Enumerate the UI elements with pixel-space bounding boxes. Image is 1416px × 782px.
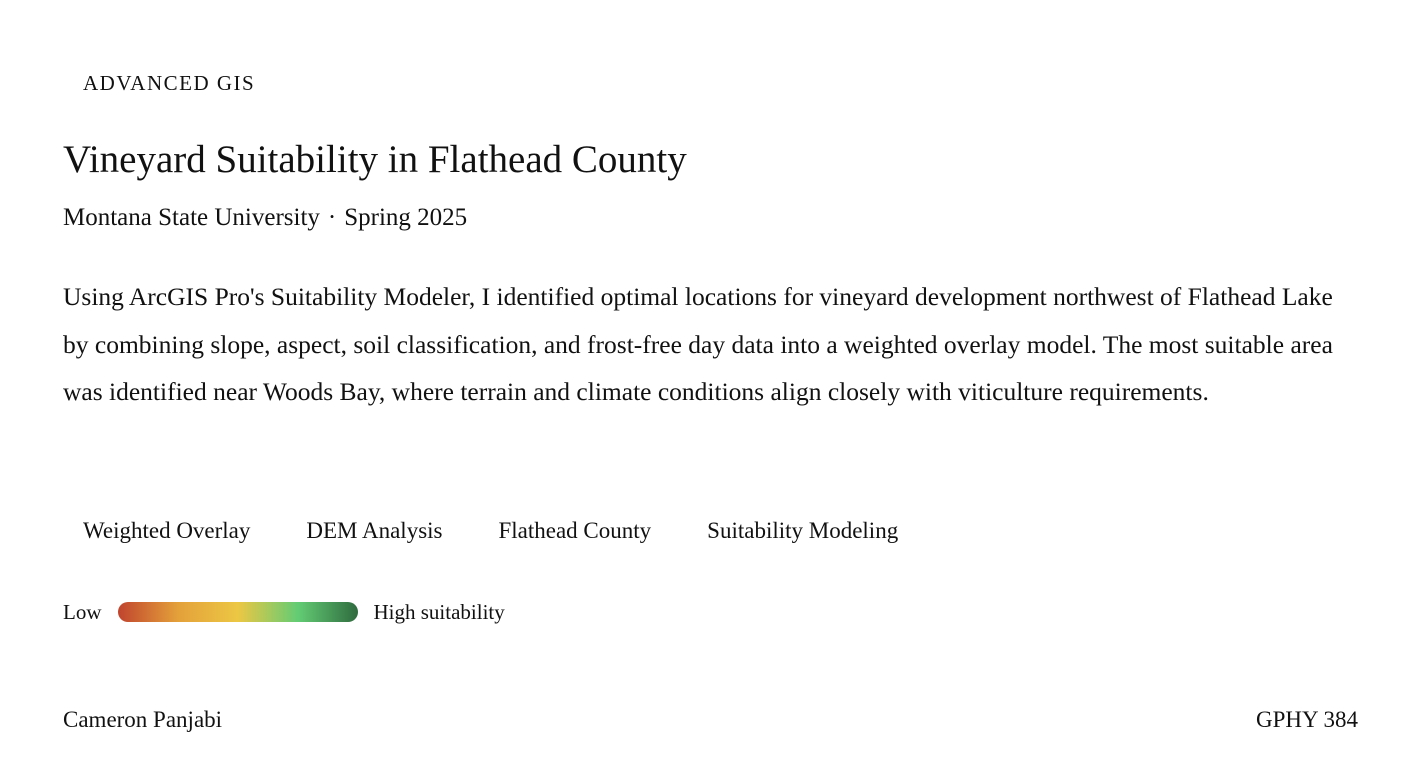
meta-separator: · bbox=[327, 204, 337, 231]
tag-flathead-county[interactable]: Flathead County bbox=[498, 518, 652, 543]
tag-weighted-overlay[interactable]: Weighted Overlay bbox=[83, 518, 251, 543]
institution-text: Montana State University bbox=[63, 204, 320, 231]
page-title: Vineyard Suitability in Flathead County bbox=[63, 138, 687, 181]
tag-dem-analysis[interactable]: DEM Analysis bbox=[306, 518, 443, 543]
course-code: GPHY 384 bbox=[1255, 707, 1358, 732]
eyebrow-label: ADVANCED GIS bbox=[83, 71, 256, 95]
legend-low-label: Low bbox=[63, 600, 102, 624]
term-text: Spring 2025 bbox=[344, 204, 468, 231]
legend-gradient-bar bbox=[118, 602, 358, 622]
tag-suitability-modeling[interactable]: Suitability Modeling bbox=[707, 518, 899, 543]
project-description: Using ArcGIS Pro's Suitability Modeler, I identified optimal locations for vineyard development northwest of Flathead Lake by combining slope, aspect, soil classification, and frost-free day data into a weighted overlay model. The most suitable area was identified near Woods Bay, where terrain and climate conditions align closely with viticulture requirements. bbox=[63, 282, 1333, 406]
tag-list bbox=[63, 515, 934, 547]
project-meta bbox=[63, 203, 467, 233]
legend-high-label: High suitability bbox=[373, 600, 505, 624]
project-card bbox=[63, 0, 1358, 782]
suitability-legend bbox=[63, 599, 505, 625]
author-name: Cameron Panjabi bbox=[63, 707, 223, 732]
